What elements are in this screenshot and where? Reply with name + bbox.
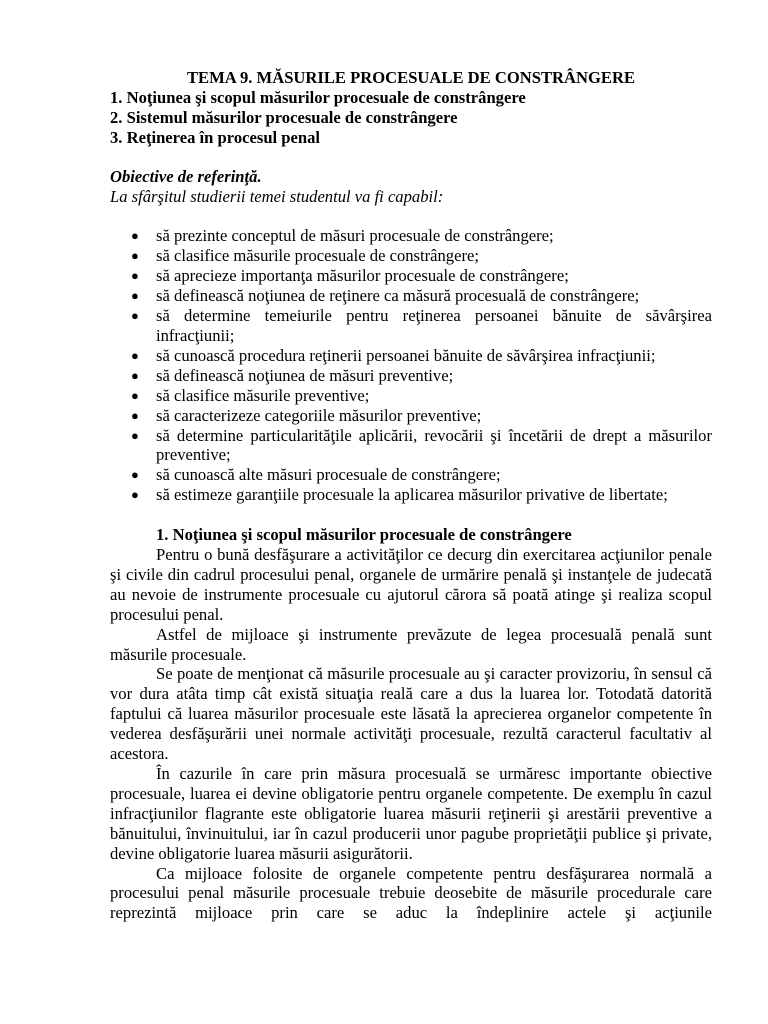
list-item: ● să cunoască procedura reţinerii persoanei bănuite de săvârşirea infracţiunii; <box>131 345 656 365</box>
list-item: ● să caracterizeze categoriile măsurilor preventive; <box>131 405 482 425</box>
bullet-icon: ● <box>131 268 139 284</box>
section-1-paragraph-4: În cazurile în care prin măsura procesuală se urmăresc importante obiective procesuale, luarea ei devine obligatorie pentru organele competente. De exemplu în cazul infracţiunilor flagrante este obligatorie luarea măsurii reţinerii şi arestării preventive a bănuitului, învinuitului, iar în cazul producerii unor pagube proprietăţii publice şi private, devine obligatorie luarea măsurii asigurătorii. <box>110 764 712 863</box>
bullet-icon: ● <box>131 248 139 264</box>
list-item: ● să estimeze garanţiile procesuale la aplicarea măsurilor privative de libertate; <box>131 485 668 505</box>
bullet-icon: ● <box>131 487 139 503</box>
objectives-heading: Obiective de referinţă. <box>110 166 262 186</box>
objectives-block <box>110 167 712 207</box>
bullet-icon: ● <box>131 228 139 244</box>
bullet-icon: ● <box>131 367 139 383</box>
topic-3: 3. Reţinerea în procesul penal <box>110 127 321 147</box>
bullet-icon: ● <box>131 308 139 324</box>
section-1-heading: 1. Noţiunea şi scopul măsurilor procesuale de constrângere <box>156 525 572 545</box>
bullet-icon: ● <box>131 407 139 423</box>
list-item: ● să definească noţiunea de reţinere ca măsură procesuală de constrângere; <box>131 286 640 306</box>
objectives-intro: La sfârşitul studierii temei studentul va fi capabil: <box>110 186 444 206</box>
section-1-paragraph-1: Pentru o bună desfăşurare a activităţilor ce decurg din exercitarea acţiunilor penale şi civile din cadrul procesului penal, organele de urmărire penală şi instanţele de judecată au nevoie de instrumente procesuale cu ajutorul cărora să poată atinge şi realiza scopul procesului penal. <box>110 545 712 624</box>
list-item: ● să aprecieze importanţa măsurilor procesuale de constrângere; <box>131 266 569 286</box>
list-item: ● să prezinte conceptul de măsuri procesuale de constrângere; <box>131 226 554 246</box>
list-item: ● să determine temeiurile pentru reţinerea persoanei bănuite de săvârşirea infracţiunii; <box>131 306 712 345</box>
bullet-icon: ● <box>131 288 139 304</box>
section-1-paragraph-3: Se poate de menţionat că măsurile procesuale au şi caracter provizoriu, în sensul că vor dura atâta timp cât există situaţia reală care a dus la luarea lor. Totodată datorită faptului că luarea măsurilor procesuale este lăsată la aprecierea organelor competente în vederea desfăşurării unei normale activităţi procesuale, rezultă caracterul facultativ al acestora. <box>110 664 712 764</box>
section-1-paragraph-5: Ca mijloace folosite de organele competente pentru desfăşurarea normală a procesului penal măsurile procesuale trebuie deosebite de măsurile procedurale care reprezintă mijloace prin care se aduc la îndeplinire actele şi acţiunile <box>110 863 712 923</box>
bullet-icon: ● <box>131 347 139 363</box>
bullet-icon: ● <box>131 467 139 483</box>
topic-1: 1. Noţiunea şi scopul măsurilor procesuale de constrângere <box>110 87 526 107</box>
list-item: ● să clasifice măsurile preventive; <box>131 385 370 405</box>
list-item: ● să cunoască alte măsuri procesuale de constrângere; <box>131 465 501 485</box>
document-page <box>110 68 712 923</box>
bullet-icon: ● <box>131 427 139 443</box>
bullet-icon: ● <box>131 387 139 403</box>
objectives-list <box>110 226 712 505</box>
list-item: ● să clasifice măsurile procesuale de constrângere; <box>131 246 479 266</box>
topic-2: 2. Sistemul măsurilor procesuale de constrângere <box>110 107 458 127</box>
list-item: ● să definească noţiunea de măsuri preventive; <box>131 365 454 385</box>
list-item: ● să determine particularităţile aplicării, revocării şi încetării de drept a măsurilor preventive; <box>131 425 712 465</box>
document-title: TEMA 9. MĂSURILE PROCESUALE DE CONSTRÂNGERE <box>186 68 636 87</box>
section-1-paragraph-2: Astfel de mijloace şi instrumente prevăzute de legea procesuală penală sunt măsurile procesuale. <box>110 624 712 664</box>
